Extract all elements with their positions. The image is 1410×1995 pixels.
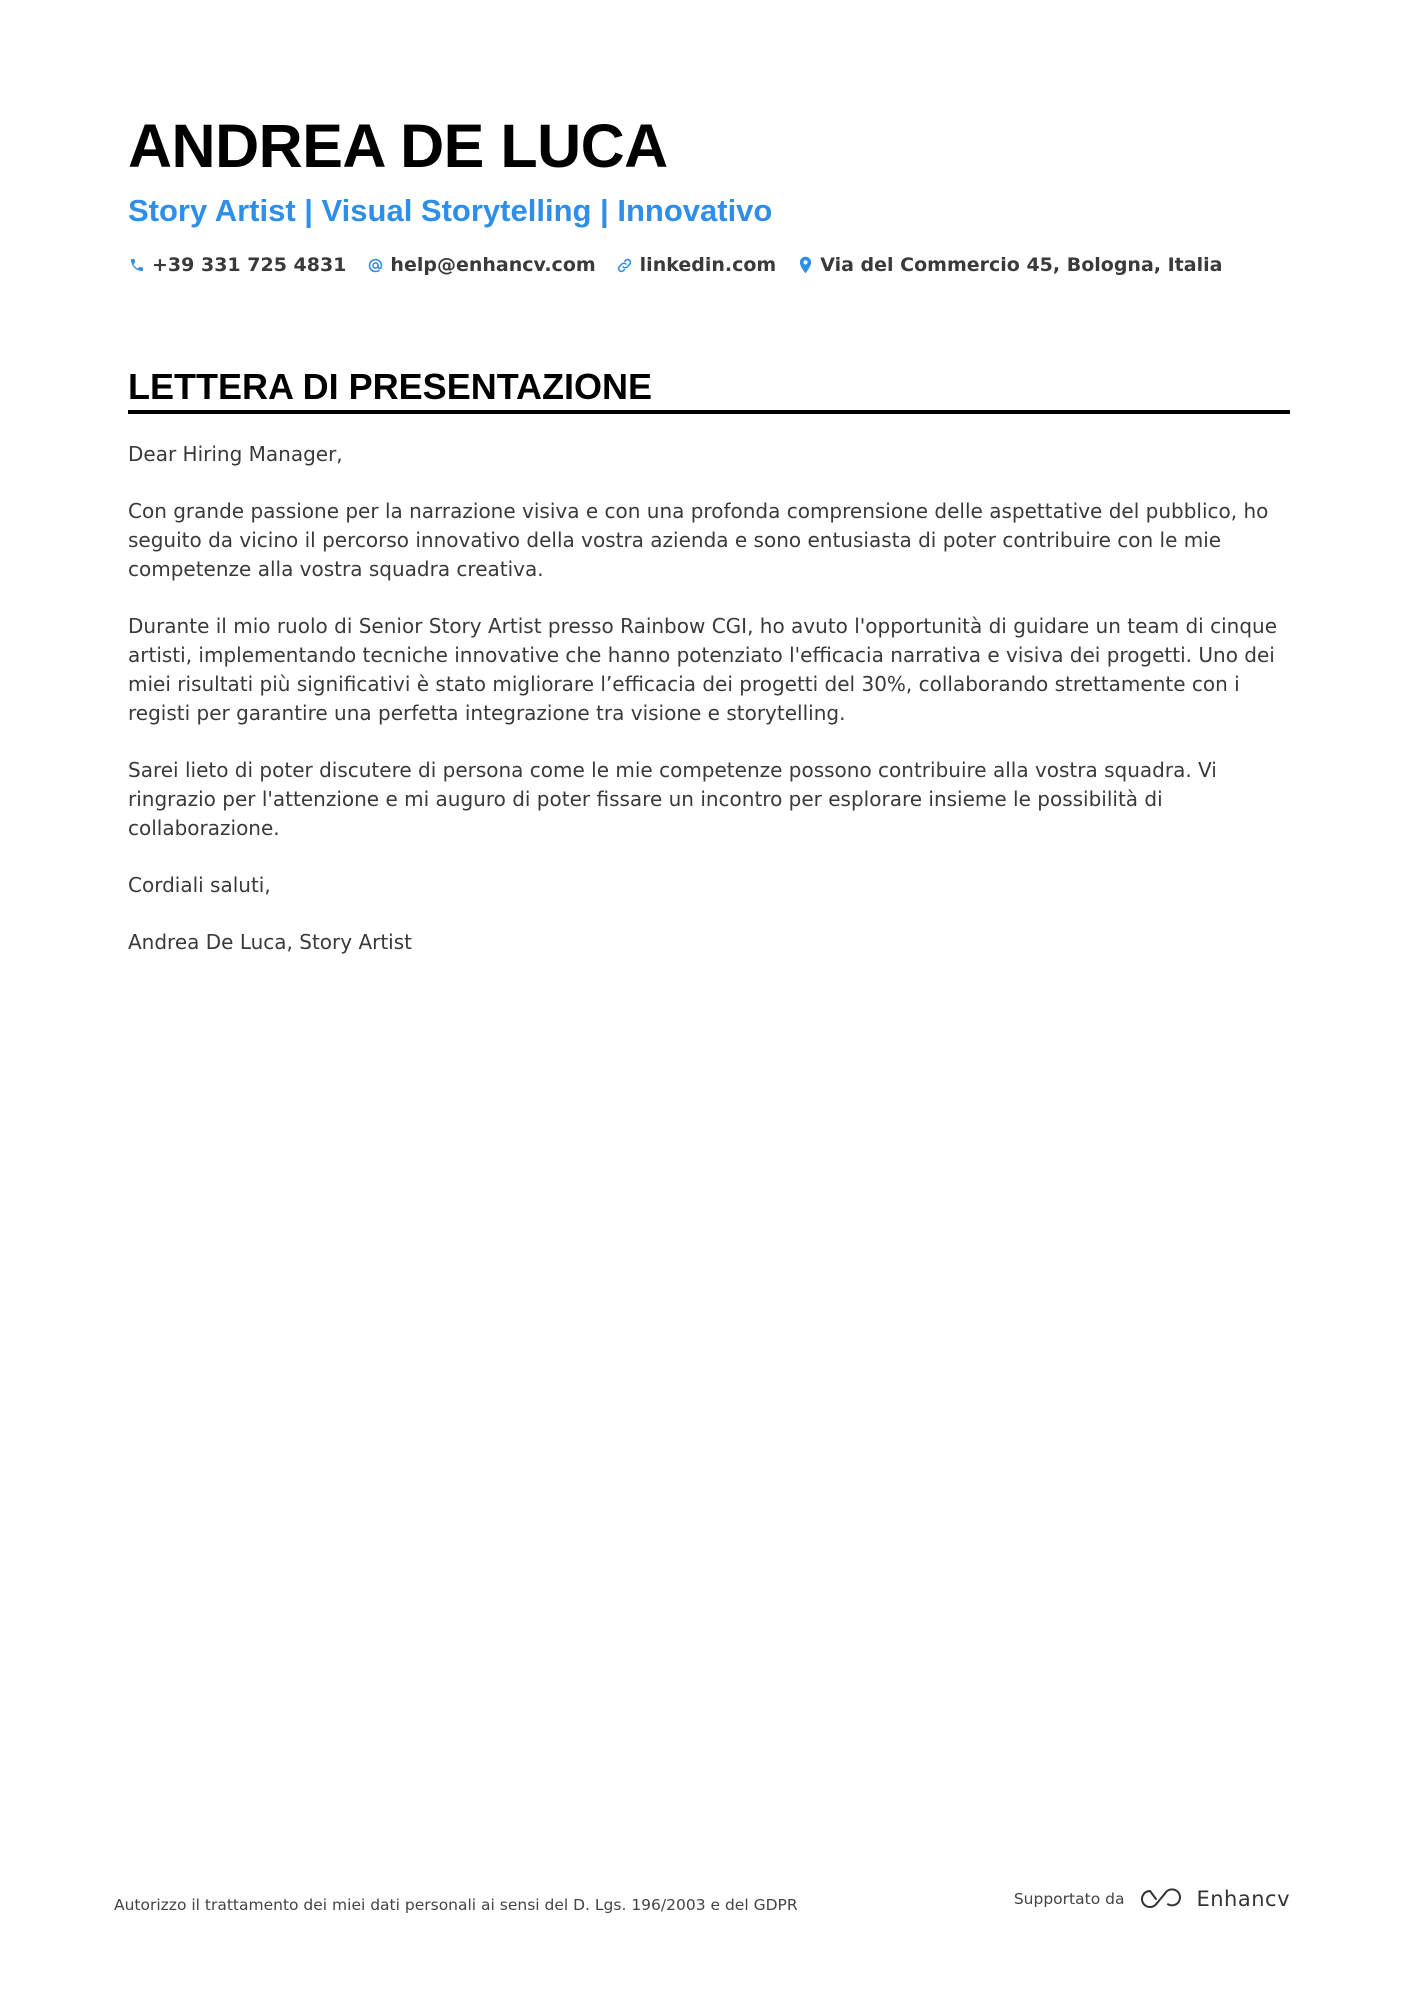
map-pin-icon (796, 256, 814, 274)
contact-bar (128, 254, 1222, 276)
phone-icon (128, 256, 146, 274)
letter-paragraph-2: Durante il mio ruolo di Senior Story Artist presso Rainbow CGI, ho avuto l'opportunità di guidare un team di cinque artisti, implementando tecniche innovative che hanno potenziato l'efficacia narrativa e visiva dei progetti. Uno dei miei risultati più significativi è stato migliorare l’efficacia dei progetti del 30%, collaborando strettamente con i registi per garantire una perfetta integrazione tra visione e storytelling. (128, 614, 1277, 725)
letter-paragraph-1: Con grande passione per la narrazione visiva e con una profonda comprensione delle aspettative del pubblico, ho seguito da vicino il percorso innovativo della vostra azienda e sono entusiasta di poter contribuire con le mie competenze alla vostra squadra creativa. (128, 499, 1269, 581)
footer-consent: Autorizzo il trattamento dei miei dati personali ai sensi del D. Lgs. 196/2003 e del GDPR (114, 1896, 798, 1914)
section-divider (128, 410, 1290, 414)
letter-paragraph-3: Sarei lieto di poter discutere di persona come le mie competenze possono contribuire alla vostra squadra. Vi ringrazio per l'attenzione e mi auguro di poter fissare un incontro per esplorare insieme le possibilità di collaborazione. (128, 758, 1217, 840)
email-value[interactable]: help@enhancv.com (390, 254, 596, 276)
letter-greeting: Dear Hiring Manager, (128, 442, 343, 466)
letter-closing: Cordiali saluti, (128, 873, 271, 897)
at-icon (366, 256, 384, 274)
contact-linkedin (616, 254, 777, 276)
footer-branding[interactable] (1014, 1886, 1290, 1912)
enhancv-logo-icon (1136, 1886, 1184, 1912)
phone-value[interactable]: +39 331 725 4831 (152, 254, 347, 276)
contact-email (366, 254, 595, 276)
letter-signature: Andrea De Luca, Story Artist (128, 930, 413, 954)
supported-by-label: Supportato da (1013, 1890, 1125, 1908)
candidate-tagline: Story Artist | Visual Storytelling | Innovativo (128, 193, 773, 228)
linkedin-value[interactable]: linkedin.com (639, 254, 777, 276)
contact-phone (128, 254, 346, 276)
location-value: Via del Commercio 45, Bologna, Italia (820, 254, 1223, 276)
letter-body (128, 440, 1290, 985)
link-icon (616, 256, 634, 274)
section-title: LETTERA DI PRESENTAZIONE (128, 366, 653, 407)
candidate-name: ANDREA DE LUCA (128, 112, 668, 180)
contact-location (796, 254, 1222, 276)
brand-name: Enhancv (1196, 1887, 1290, 1911)
